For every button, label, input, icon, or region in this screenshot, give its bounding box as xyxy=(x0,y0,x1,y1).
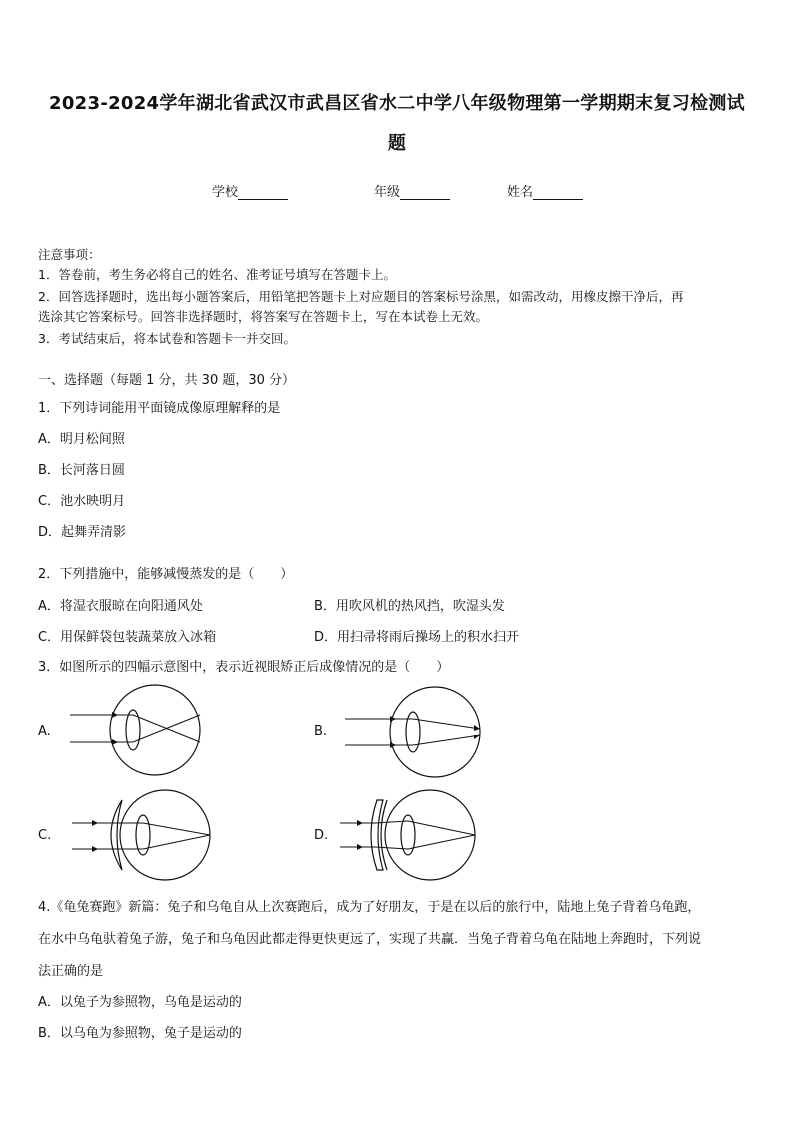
q2-option-d: D．用扫帚将雨后操场上的积水扫开 xyxy=(314,630,520,645)
exam-title-line-2: 题 xyxy=(387,133,407,154)
note-item-2-cont: 选涂其它答案标号。回答非选择题时，将答案写在答题卡上，写在本试卷上无效。 xyxy=(38,309,489,324)
name-blank xyxy=(533,186,583,200)
q3-label-a: A. xyxy=(38,724,51,739)
q4-stem-line-2: 在水中乌龟驮着兔子游，兔子和乌龟因此都走得更快更远了，实现了共赢．当兔子背着乌龟在陆地上奔跑时，下列说 xyxy=(38,932,702,947)
notes-heading: 注意事项： xyxy=(38,247,101,262)
q1-stem: 1．下列诗词能用平面镜成像原理解释的是 xyxy=(38,401,281,416)
school-blank xyxy=(238,186,288,200)
q2-option-a: A．将湿衣服晾在向阳通风处 xyxy=(38,599,203,614)
q4-stem-line-3: 法正确的是 xyxy=(38,964,104,979)
note-item-1: 1．答卷前，考生务必将自己的姓名、准考证号填写在答题卡上。 xyxy=(38,267,396,282)
q1-option-a: A．明月松间照 xyxy=(38,432,125,447)
q4-stem-line-1: 4.《龟兔赛跑》新篇：兔子和乌龟自从上次赛跑后，成为了好朋友，于是在以后的旅行中，陆地上兔子背着乌龟跑， xyxy=(38,900,701,915)
q2-stem: 2．下列措施中，能够减慢蒸发的是（ ） xyxy=(38,567,294,582)
q4-option-b: B．以乌龟为参照物，兔子是运动的 xyxy=(38,1026,242,1041)
grade-blank xyxy=(400,186,450,200)
q1-option-c: C．池水映明月 xyxy=(38,494,126,509)
q3-label-b: B. xyxy=(314,724,328,739)
section-heading: 一、选择题（每题 1 分，共 30 题，30 分） xyxy=(38,373,296,388)
name-field xyxy=(507,181,583,200)
grade-field xyxy=(374,181,450,200)
q3-figure-d xyxy=(335,795,495,885)
q3-figure-b xyxy=(335,690,495,780)
q3-label-d: D. xyxy=(314,828,329,843)
note-item-2: 2．回答选择题时，选出每小题答案后，用铅笔把答题卡上对应题目的答案标号涂黑，如需改动，用橡皮擦干净后，再 xyxy=(38,289,684,304)
grade-label: 年级 xyxy=(374,185,401,200)
school-label: 学校 xyxy=(212,185,239,200)
q3-figure-a xyxy=(60,690,220,780)
q3-figure-c xyxy=(60,795,220,885)
q2-option-b: B．用吹风机的热风挡，吹湿头发 xyxy=(314,599,505,614)
q3-label-c: C. xyxy=(38,828,52,843)
q1-option-d: D．起舞弄清影 xyxy=(38,525,127,540)
note-item-3: 3．考试结束后，将本试卷和答题卡一并交回。 xyxy=(38,331,296,346)
q2-option-c: C．用保鲜袋包装蔬菜放入冰箱 xyxy=(38,630,217,645)
q4-option-a: A．以兔子为参照物，乌龟是运动的 xyxy=(38,995,242,1010)
name-label: 姓名 xyxy=(507,185,534,200)
q1-option-b: B．长河落日圆 xyxy=(38,463,125,478)
school-field xyxy=(212,181,288,200)
exam-title-line-1: 2023-2024学年湖北省武汉市武昌区省水二中学八年级物理第一学期期末复习检测试 xyxy=(49,93,745,114)
q3-stem: 3．如图所示的四幅示意图中，表示近视眼矫正后成像情况的是（ ） xyxy=(38,660,450,675)
